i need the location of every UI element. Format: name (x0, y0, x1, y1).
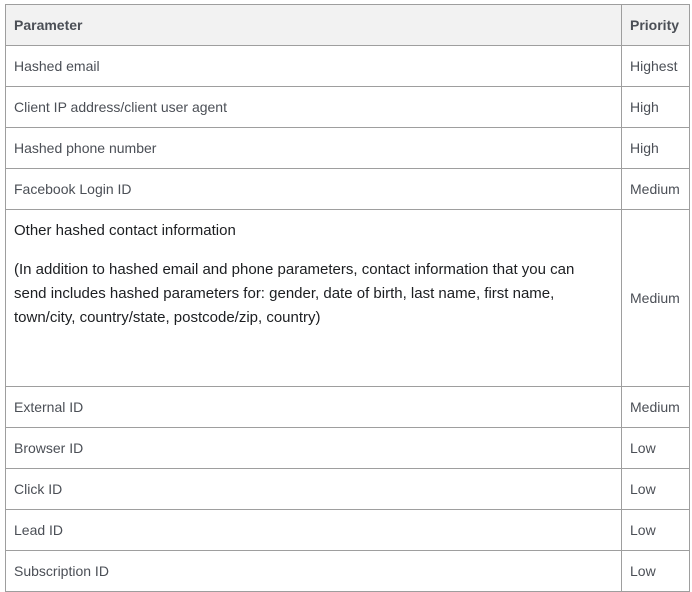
parameter-cell: Hashed email (6, 46, 622, 87)
table-row (6, 510, 690, 551)
parameter-cell: Subscription ID (6, 551, 622, 592)
priority-cell: Low (622, 469, 690, 510)
priority-cell: Low (622, 428, 690, 469)
table-header-row (6, 5, 690, 46)
priority-cell: High (622, 128, 690, 169)
priority-cell: Low (622, 551, 690, 592)
parameter-cell (6, 210, 622, 387)
parameter-cell: Lead ID (6, 510, 622, 551)
table-row (6, 551, 690, 592)
table-row (6, 428, 690, 469)
header-priority: Priority (622, 5, 690, 46)
priority-cell: Highest (622, 46, 690, 87)
parameter-title: Other hashed contact information (14, 222, 236, 239)
table-row (6, 128, 690, 169)
table-row (6, 169, 690, 210)
table-row (6, 387, 690, 428)
parameter-cell: Facebook Login ID (6, 169, 622, 210)
table-row (6, 210, 690, 387)
parameter-cell: Hashed phone number (6, 128, 622, 169)
table-row (6, 469, 690, 510)
table-row (6, 87, 690, 128)
parameter-cell: Click ID (6, 469, 622, 510)
table-row (6, 46, 690, 87)
priority-cell: Medium (622, 210, 690, 387)
parameter-note: (In addition to hashed email and phone parameters, contact information that you can send includes hashed parameters for: gender, date of birth, last name, first name, town/city, country/state, postcode/zip, country) (14, 261, 575, 326)
parameter-cell: Browser ID (6, 428, 622, 469)
parameter-cell: Client IP address/client user agent (6, 87, 622, 128)
parameter-cell: External ID (6, 387, 622, 428)
priority-cell: High (622, 87, 690, 128)
parameter-priority-table (5, 4, 690, 592)
priority-cell: Medium (622, 387, 690, 428)
priority-cell: Medium (622, 169, 690, 210)
priority-cell: Low (622, 510, 690, 551)
header-parameter: Parameter (6, 5, 622, 46)
